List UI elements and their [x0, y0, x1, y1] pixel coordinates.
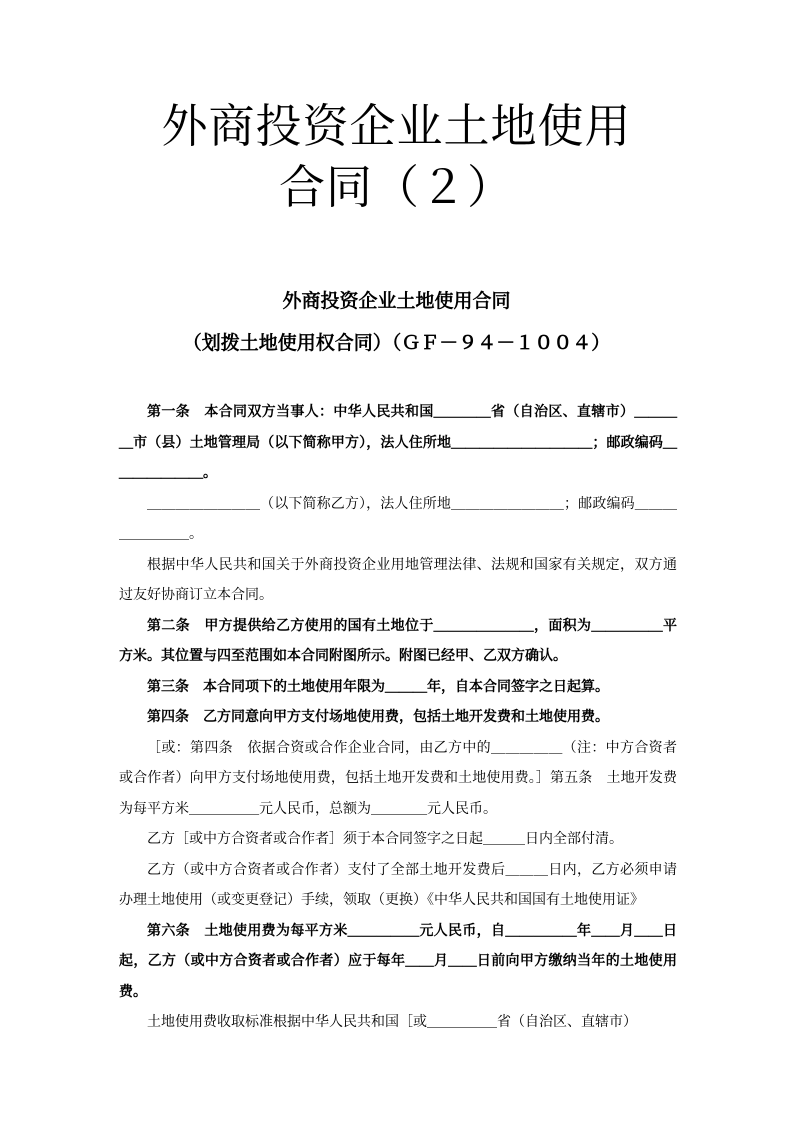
paragraph-fee-standard: 土地使用费收取标准根据中华人民共和国［或＿＿＿＿＿省（自治区、直辖市）: [147, 1014, 637, 1030]
contract-name: 外商投资企业土地使用合同: [282, 290, 511, 312]
paragraph-party-b: ＿＿＿＿＿＿＿＿（以下简称乙方），法人住所地＿＿＿＿＿＿＿＿；邮政编码＿＿＿＿＿＿＿＿。: [119, 495, 677, 542]
document-title-line-2: 合同（２）: [279, 160, 514, 214]
paragraph-article-4: 第四条 乙方同意向甲方支付场地使用费，包括土地开发费和土地使用费。: [147, 709, 609, 725]
paragraph-article-2: 第二条 甲方提供给乙方使用的国有土地位于＿＿＿＿＿＿＿，面积为＿＿＿＿＿平方米。其位置与四至范围如本合同附图所示。附图已经甲、乙双方确认。: [119, 617, 677, 664]
paragraph-article-3: 第三条 本合同项下的土地使用年限为＿＿＿年，自本合同签字之日起算。: [147, 678, 609, 695]
paragraph-article-6: 第六条 土地使用费为每平方米＿＿＿＿＿元人民币，自＿＿＿＿＿年＿＿月＿＿日起，乙方（或中方合资者或合作者）应于每年＿＿月＿＿日前向甲方缴纳当年的土地使用费。: [119, 922, 677, 1000]
paragraph-preamble: 根据中华人民共和国关于外商投资企业用地管理法律、法规和国家有关规定，双方通过友好协商订立本合同。: [119, 556, 677, 603]
contract-body: [119, 397, 677, 1038]
paragraph-article-4-alt-and-5: ［或：第四条 依据合资或合作企业合同，由乙方中的＿＿＿＿＿（注：中方合资者或合作者）向甲方支付场地使用费，包括土地开发费和土地使用费。］第五条 土地开发费为每平方米＿＿＿＿＿元人民币，总额为＿＿＿＿元人民币。: [119, 739, 677, 817]
paragraph-registration: 乙方（或中方合资者或合作者）支付了全部土地开发费后＿＿＿日内，乙方必须申请办理土地使用（或变更登记）手续，领取（更换）《中华人民共和国国有土地使用证》: [119, 861, 677, 908]
contract-code: （划拨土地使用权合同）（ＧＦ－９４－１００４）: [182, 332, 611, 354]
paragraph-article-1: 第一条 本合同双方当事人：中华人民共和国＿＿＿＿省（自治区、直辖市）＿＿＿＿市（县）土地管理局（以下简称甲方），法人住所地＿＿＿＿＿＿＿＿＿＿；邮政编码＿＿＿＿＿＿＿。: [119, 404, 677, 481]
document-title-line-1: 外商投资企业土地使用: [161, 99, 632, 153]
paragraph-payment-deadline: 乙方［或中方合资者或合作者］须于本合同签字之日起＿＿＿日内全部付清。: [147, 831, 623, 847]
